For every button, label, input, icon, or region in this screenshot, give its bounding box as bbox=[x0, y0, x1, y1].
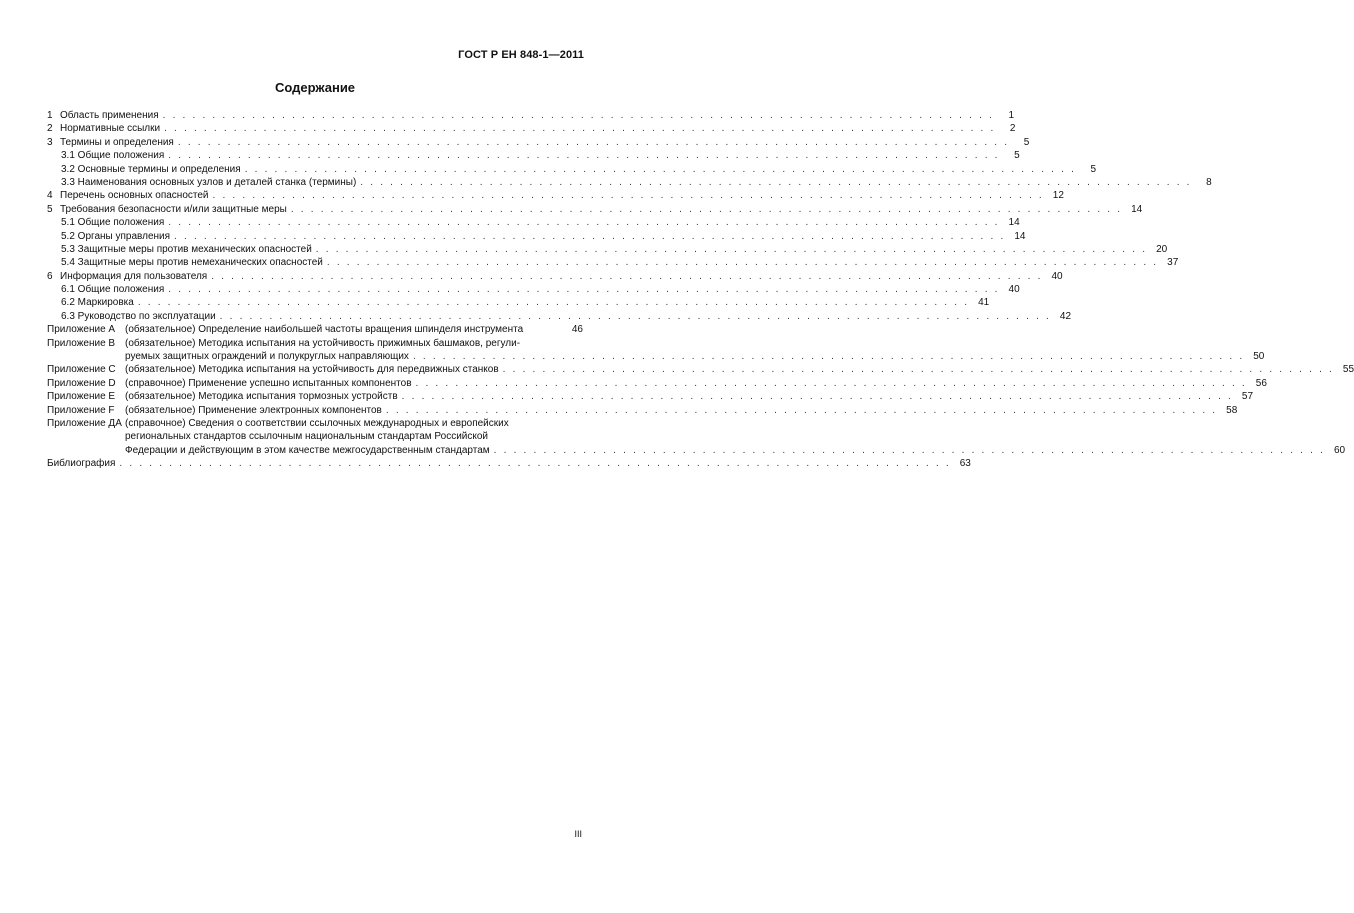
page-number: III bbox=[574, 829, 582, 839]
toc-entry-page: 40 bbox=[1051, 270, 1063, 282]
appendix-page: 57 bbox=[1241, 391, 1254, 403]
dot-leader bbox=[503, 363, 1334, 376]
dot-leader bbox=[168, 283, 999, 296]
toc-entry-title: Термины и определения bbox=[60, 136, 174, 148]
table-of-contents bbox=[47, 109, 1354, 471]
dot-leader bbox=[316, 243, 1147, 256]
dot-leader bbox=[174, 230, 1005, 243]
toc-entry-title: 5.1 Общие положения bbox=[61, 217, 165, 229]
appendix-title-line3: Федерации и действующим в этом качестве межгосударственным стандартам bbox=[125, 444, 490, 456]
toc-entry-title: 6.1 Общие положения bbox=[61, 284, 165, 296]
toc-entry-number: 3 bbox=[47, 136, 53, 148]
toc-entry-title: 6.2 Маркировка bbox=[61, 297, 134, 309]
toc-appendix-f[interactable] bbox=[47, 404, 1238, 417]
toc-entry-title: 5.2 Органы управления bbox=[61, 230, 171, 242]
document-code: ГОСТ Р ЕН 848-1—2011 bbox=[458, 49, 584, 61]
appendix-label: Приложение С bbox=[47, 364, 116, 376]
dot-leader bbox=[416, 377, 1247, 390]
toc-entry-page: 14 bbox=[1131, 203, 1143, 215]
dot-leader bbox=[213, 189, 1044, 202]
appendix-page: 60 bbox=[1333, 444, 1346, 456]
appendix-title-line1: (обязательное) Методика испытания на устойчивость прижимных башмаков, регули- bbox=[125, 337, 521, 349]
bibliography-title: Библиография bbox=[47, 458, 116, 470]
toc-entry[interactable] bbox=[47, 230, 1026, 243]
toc-entry[interactable] bbox=[47, 189, 1064, 202]
toc-entry-title: 5.4 Защитные меры против немеханических опасностей bbox=[61, 257, 323, 269]
toc-entry-title: 6.3 Руководство по эксплуатации bbox=[61, 310, 216, 322]
dot-leader bbox=[211, 270, 1042, 283]
toc-appendix-e[interactable] bbox=[47, 390, 1254, 403]
toc-bibliography[interactable] bbox=[47, 457, 971, 470]
toc-entry-page: 40 bbox=[1008, 284, 1020, 296]
toc-entry-page: 8 bbox=[1206, 176, 1212, 188]
toc-entry[interactable] bbox=[47, 122, 1016, 135]
dot-leader bbox=[164, 122, 995, 135]
dot-leader bbox=[138, 296, 969, 309]
dot-leader bbox=[494, 444, 1325, 457]
dot-leader bbox=[360, 176, 1191, 189]
toc-entry-title: 3.1 Общие положения bbox=[61, 150, 165, 162]
toc-entry-title: Область применения bbox=[60, 110, 159, 121]
dot-leader bbox=[220, 310, 1051, 323]
dot-leader bbox=[178, 136, 1009, 149]
appendix-title: (обязательное) Определение наибольшей частоты вращения шпинделя инструмента bbox=[125, 324, 524, 336]
toc-entry-title: 3.2 Основные термины и определения bbox=[61, 163, 241, 175]
appendix-label: Приложение D bbox=[47, 377, 116, 389]
toc-entry[interactable] bbox=[47, 176, 1212, 189]
appendix-page: 46 bbox=[571, 324, 583, 336]
toc-entry-page: 12 bbox=[1052, 190, 1064, 202]
toc-appendix-a[interactable] bbox=[47, 323, 583, 336]
dot-leader bbox=[245, 163, 1076, 176]
appendix-label: Приложение F bbox=[47, 404, 115, 416]
dot-leader bbox=[168, 216, 999, 229]
toc-entry[interactable] bbox=[47, 270, 1063, 283]
appendix-title-line2: региональных стандартов ссылочным национальным стандартам Российской bbox=[125, 431, 489, 443]
dot-leader bbox=[163, 109, 994, 122]
toc-entry[interactable] bbox=[47, 149, 1020, 162]
toc-entry-number: 2 bbox=[47, 123, 53, 135]
toc-entry-page: 14 bbox=[1008, 217, 1020, 229]
toc-entry-page: 20 bbox=[1156, 243, 1168, 255]
toc-appendix-d[interactable] bbox=[47, 377, 1267, 390]
toc-entry-title: Нормативные ссылки bbox=[60, 123, 161, 135]
toc-entry[interactable] bbox=[47, 109, 1015, 122]
toc-entry[interactable] bbox=[47, 283, 1020, 296]
appendix-title: (обязательное) Методика испытания тормозных устройств bbox=[125, 391, 398, 403]
toc-entry-page: 14 bbox=[1014, 230, 1026, 242]
toc-entry[interactable] bbox=[47, 243, 1168, 256]
dot-leader bbox=[413, 350, 1244, 363]
dot-leader bbox=[402, 390, 1233, 403]
bibliography-page: 63 bbox=[959, 458, 971, 470]
dot-leader bbox=[327, 256, 1158, 269]
appendix-page: 58 bbox=[1226, 404, 1238, 416]
toc-entry-page: 37 bbox=[1167, 257, 1179, 269]
toc-entry[interactable] bbox=[47, 136, 1030, 149]
appendix-page: 56 bbox=[1255, 377, 1267, 389]
dot-leader bbox=[386, 404, 1217, 417]
toc-entry-page: 41 bbox=[978, 297, 990, 309]
toc-entry-title: Перечень основных опасностей bbox=[60, 190, 209, 202]
toc-entry-title: 3.3 Наименования основных узлов и деталей станка (термины) bbox=[61, 176, 357, 188]
appendix-label: Приложение В bbox=[47, 337, 116, 349]
toc-entry-number: 5 bbox=[47, 203, 53, 215]
toc-entry-title: Требования безопасности и/или защитные меры bbox=[60, 203, 287, 215]
appendix-label: Приложение Е bbox=[47, 391, 116, 403]
toc-entry-number: 4 bbox=[47, 190, 53, 202]
toc-entry-page: 5 bbox=[1014, 150, 1020, 162]
appendix-title: (обязательное) Применение электронных компонентов bbox=[125, 404, 382, 416]
appendix-title-line1: (справочное) Сведения о соответствии ссылочных международных и европейских bbox=[125, 418, 509, 430]
appendix-page: 55 bbox=[1342, 364, 1354, 376]
toc-entry-title: 5.3 Защитные меры против механических опасностей bbox=[61, 243, 312, 255]
toc-appendix-c[interactable] bbox=[47, 363, 1354, 376]
appendix-label: Приложение ДА bbox=[47, 418, 122, 430]
toc-entry[interactable] bbox=[47, 216, 1020, 229]
appendix-title: (справочное) Применение успешно испытанных компонентов bbox=[125, 377, 412, 389]
page-title: Содержание bbox=[274, 80, 356, 95]
toc-entry-page: 5 bbox=[1090, 163, 1097, 175]
toc-entry-page: 2 bbox=[1009, 123, 1016, 135]
toc-entry-page: 5 bbox=[1023, 136, 1030, 148]
dot-leader bbox=[168, 149, 999, 162]
toc-entry-page: 1 bbox=[1008, 110, 1015, 121]
toc-entry[interactable] bbox=[47, 203, 1143, 216]
appendix-page: 50 bbox=[1253, 351, 1265, 363]
dot-leader bbox=[119, 457, 950, 470]
toc-entry-title: Информация для пользователя bbox=[60, 270, 208, 282]
toc-appendix-b[interactable] bbox=[47, 337, 1265, 364]
toc-entry[interactable] bbox=[47, 163, 1097, 176]
toc-appendix-da[interactable] bbox=[47, 417, 1346, 457]
toc-entry-number: 1 bbox=[47, 110, 53, 121]
toc-entry-number: 6 bbox=[47, 270, 53, 282]
appendix-label: Приложение А bbox=[47, 324, 116, 336]
toc-entry[interactable] bbox=[47, 256, 1179, 269]
appendix-title: (обязательное) Методика испытания на устойчивость для передвижных станков bbox=[125, 364, 499, 376]
dot-leader bbox=[291, 203, 1122, 216]
toc-entry-page: 42 bbox=[1059, 310, 1072, 322]
appendix-title-line2: руемых защитных ограждений и полукруглых направляющих bbox=[125, 351, 409, 363]
toc-entry[interactable] bbox=[47, 310, 1072, 323]
toc-entry[interactable] bbox=[47, 296, 990, 309]
